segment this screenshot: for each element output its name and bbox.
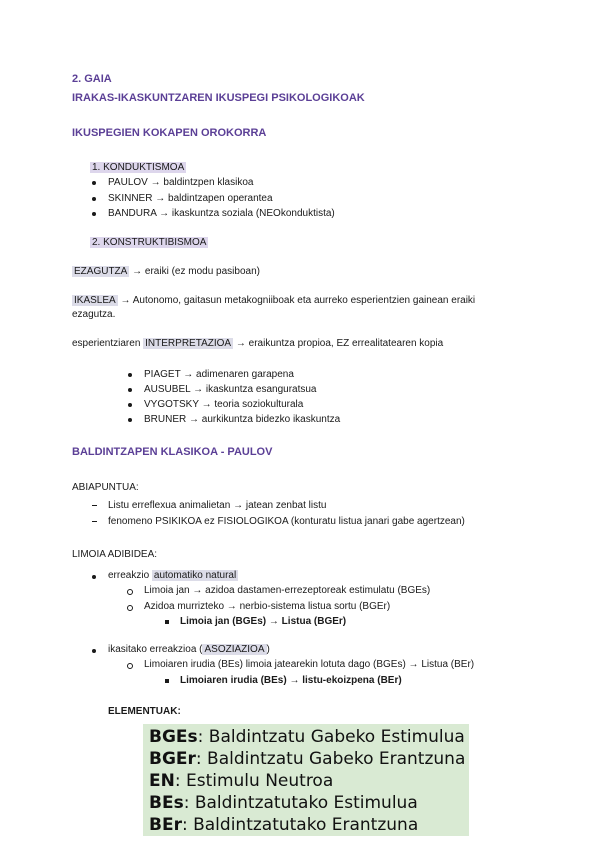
- bullet-icon: [92, 575, 96, 579]
- legend-row: [149, 792, 418, 814]
- bullet-icon: [92, 649, 96, 653]
- elementuak-label: ELEMENTUAK:: [108, 706, 181, 717]
- legend-row: [149, 726, 465, 748]
- square-bullet-icon: [165, 679, 169, 683]
- legend-desc: : Baldintzatu Gabeko Estimulua: [197, 727, 465, 747]
- legend-abbr: BEs: [149, 793, 184, 813]
- ikaslea-text: → Autonomo, gaitasun metakogniiboak eta aurreko esperientzien gainean eraiki: [117, 295, 476, 306]
- list-item: BRUNER → aurkikuntza bidezko ikaskuntza: [144, 414, 341, 425]
- list-item: PAULOV → baldintzpen klasikoa: [108, 177, 254, 188]
- list-item: SKINNER → baldintzapen operantea: [108, 193, 273, 204]
- bullet-icon: [128, 403, 132, 407]
- page-title: IRAKAS-IKASKUNTZAREN IKUSPEGI PSIKOLOGIKOAK: [72, 92, 365, 104]
- ikaslea-term: IKASLEA: [74, 295, 116, 306]
- list-item: VYGOTSKY → teoria soziokulturala: [144, 399, 304, 410]
- bullet-icon: [128, 373, 132, 377]
- list-item: BANDURA → ikaskuntza soziala (NEOkonduktista): [108, 208, 335, 219]
- circle-bullet-icon: [127, 663, 133, 669]
- legend-row: [149, 770, 333, 792]
- limoia-label: LIMOIA ADIBIDEA:: [72, 549, 158, 560]
- sub-list-item: Limoia jan → azidoa dastamen-errezeptoreak estimulatu (BGEs): [144, 585, 431, 596]
- konstruktibismoa-title: 2. KONSTRUKTIBISMOA: [92, 237, 207, 248]
- legend-row: [149, 814, 418, 836]
- ikaslea-line: [72, 294, 475, 307]
- ex2-pre: ikasitako erreakzioa (: [108, 644, 203, 655]
- item-konduktismoa: [90, 161, 186, 174]
- bullet-icon: [128, 388, 132, 392]
- legend-abbr: BEr: [149, 815, 182, 835]
- ex1-summary: Limoia jan (BGEs) → Listua (BGEr): [180, 616, 347, 627]
- ezagutza-text: → eraiki (ez modu pasiboan): [129, 266, 260, 277]
- legend-desc: : Baldintzatu Gabeko Erantzuna: [195, 749, 466, 769]
- ex1-term: automatiko natural: [153, 570, 237, 581]
- example-automatic: [108, 569, 238, 582]
- ex2-term: ASOZIAZIOA: [204, 644, 265, 655]
- chapter-number: 2. GAIA: [72, 73, 112, 85]
- legend-row: [149, 748, 465, 770]
- dash-icon: [92, 505, 97, 506]
- ex2-summary: Limoiaren irudia (BEs) → listu-ekoizpena (BEr): [180, 675, 402, 686]
- sub-list-item: Limoiaren irudia (BEs) limoia jatearekin lotuta dago (BGEs) → Listua (BEr): [144, 659, 475, 670]
- list-item: AUSUBEL → ikaskuntza esanguratsua: [144, 384, 317, 395]
- interp-post: → eraikuntza propioa, EZ errealitatearen kopia: [233, 338, 444, 349]
- list-item: PIAGET → adimenaren garapena: [144, 369, 294, 380]
- square-bullet-icon: [165, 620, 169, 624]
- interp-pre: esperientziaren: [72, 338, 144, 349]
- abiapuntua-label: ABIAPUNTUA:: [72, 482, 139, 493]
- list-item: fenomeno PSIKIKOA ez FISIOLOGIKOA (konturatu listua janari gabe agertzean): [108, 516, 465, 527]
- circle-bullet-icon: [127, 589, 133, 595]
- ezagutza-term: EZAGUTZA: [74, 266, 128, 277]
- bullet-icon: [92, 181, 96, 185]
- section-heading-paulov: BALDINTZAPEN KLASIKOA - PAULOV: [72, 446, 273, 458]
- legend-abbr: EN: [149, 771, 175, 791]
- sub-list-item: Azidoa murrizteko → nerbio-sistema listua sortu (BGEr): [144, 601, 391, 612]
- ex2-post: ): [266, 644, 270, 655]
- ikaslea-text-cont: ezagutza.: [72, 309, 116, 320]
- konduktismoa-title: 1. KONDUKTISMOA: [92, 162, 185, 173]
- legend-desc: : Baldintzatutako Estimulua: [183, 793, 418, 813]
- example-association: [108, 643, 270, 656]
- legend-desc: : Baldintzatutako Erantzuna: [181, 815, 419, 835]
- legend-desc: : Estimulu Neutroa: [174, 771, 334, 791]
- bullet-icon: [92, 197, 96, 201]
- list-item: Listu erreflexua animalietan → jatean zenbat listu: [108, 500, 327, 511]
- interpretazioa-line: [72, 337, 443, 350]
- ex1-pre: erreakzio: [108, 570, 152, 581]
- legend-abbr: BGEs: [149, 727, 198, 747]
- bullet-icon: [128, 418, 132, 422]
- legend-abbr: BGEr: [149, 749, 196, 769]
- dash-icon: [92, 521, 97, 522]
- section-heading-overview: IKUSPEGIEN KOKAPEN OROKORRA: [72, 127, 267, 139]
- bullet-icon: [92, 212, 96, 216]
- ezagutza-line: [72, 265, 260, 278]
- interp-term: INTERPRETAZIOA: [145, 338, 232, 349]
- item-konstruktibismoa: [90, 236, 208, 249]
- circle-bullet-icon: [127, 605, 133, 611]
